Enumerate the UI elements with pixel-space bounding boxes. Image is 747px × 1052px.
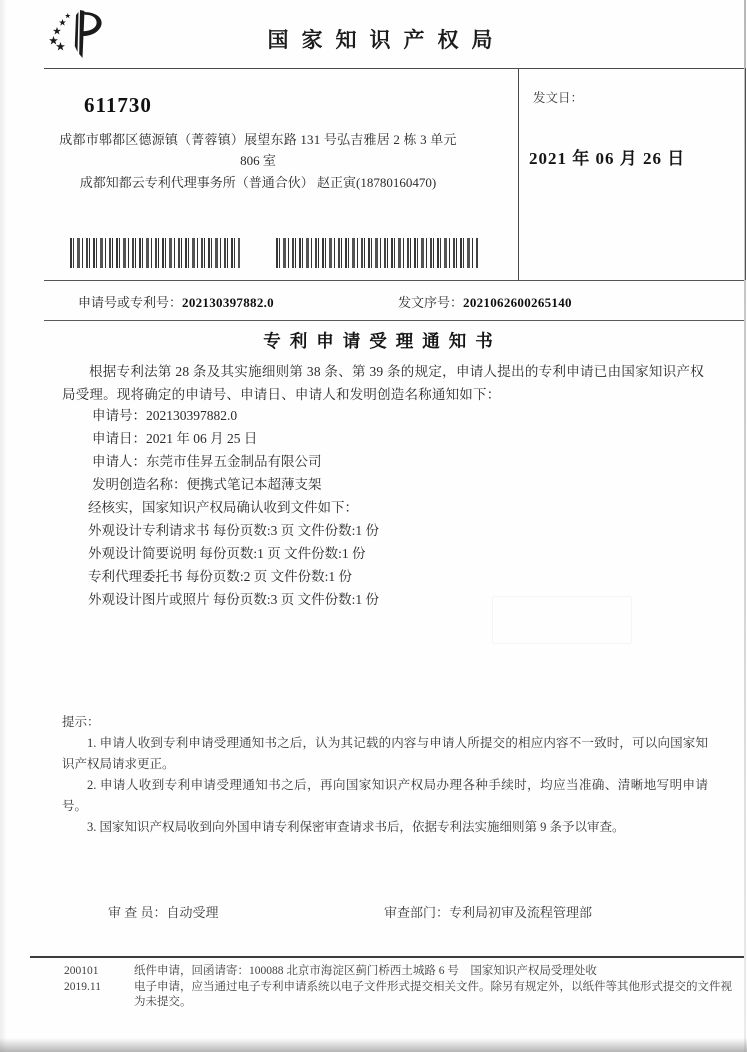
- mailing-address-line2: 806 室: [240, 153, 276, 168]
- received-intro: 经核实，国家知识产权局确认收到文件如下：: [88, 500, 358, 515]
- page-edge-right: [744, 0, 746, 1052]
- barcode-right: [276, 238, 479, 268]
- detail-application-number: 申请号：202130397882.0: [92, 408, 238, 423]
- detail-applicant: 申请人：东莞市佳昇五金制品有限公司: [92, 454, 322, 469]
- received-doc-item: 外观设计专利请求书 每份页数:3 页 文件份数:1 份: [88, 523, 380, 538]
- page-edge-left: [0, 0, 7, 1052]
- application-details: [92, 404, 322, 496]
- note-item: 2. 申请人收到专利申请受理通知书之后，再向国家知识产权局办理各种手续时，均应当准确、清晰地写明申请号。: [62, 778, 708, 813]
- scan-artifact: [492, 596, 632, 644]
- notes-section: [62, 712, 708, 838]
- application-number-row: [78, 292, 274, 311]
- footer-instructions: [134, 964, 742, 1011]
- body-paragraph: 根据专利法第 28 条及其实施细则第 38 条、第 39 条的规定，申请人提出的专利申请已由国家知识产权局受理。现将确定的申请号、申请日、申请人和发明创造名称通知如下：: [62, 364, 704, 402]
- examiner-label: 审 查 员：: [108, 905, 167, 920]
- note-item: 1. 申请人收到专利申请受理通知书之后，认为其记载的内容与申请人所提交的相应内容不一致时，可以向国家知识产权局请求更正。: [62, 736, 708, 771]
- barcode-left: [70, 238, 240, 268]
- notice-title: 专利申请受理通知书: [263, 331, 502, 351]
- serial-number-value: 2021062600265140: [463, 295, 572, 310]
- number-row-divider: [44, 320, 744, 321]
- footer-line-paper: 纸件申请，回函请寄：100088 北京市海淀区蓟门桥西土城路 6 号 国家知识产权局受理处收: [134, 965, 597, 977]
- mailing-address-line1: 成都市郫都区德源镇（菁蓉镇）展望东路 131 号弘吉雅居 2 栋 3 单元: [59, 132, 457, 147]
- received-doc-item: 外观设计图片或照片 每份页数:3 页 文件份数:1 份: [88, 592, 380, 607]
- received-documents: [88, 496, 379, 611]
- agency-title: 国家知识产权局: [267, 29, 506, 52]
- detail-application-date: 申请日：2021 年 06 月 25 日: [92, 431, 258, 446]
- department-value: 专利局初审及流程管理部: [449, 905, 593, 920]
- footer-form-code: 200101: [64, 965, 99, 977]
- issue-date-box: [518, 68, 746, 280]
- serial-number-label: 发文序号：: [398, 295, 464, 310]
- department-row: [384, 902, 592, 921]
- note-item: 3. 国家知识产权局收到向外国申请专利保密审查请求书后，依据专利法实施细则第 9 条予以审查。: [87, 820, 625, 834]
- serial-number-row: [398, 292, 572, 311]
- mailing-recipient: 成都知都云专利代理事务所（普通合伙） 赵正寅(18780160470): [79, 175, 437, 190]
- postal-code: 611730: [84, 93, 152, 117]
- received-doc-item: 外观设计简要说明 每份页数:1 页 文件份数:1 份: [88, 546, 366, 561]
- application-number-label: 申请号或专利号：: [78, 295, 183, 310]
- footer-form-code: 2019.11: [64, 980, 101, 993]
- footer-divider: [30, 956, 744, 958]
- page-edge-bottom: [0, 1038, 747, 1052]
- department-label: 审查部门：: [384, 905, 450, 920]
- footer-form-codes: [64, 964, 101, 995]
- received-doc-item: 专利代理委托书 每份页数:2 页 文件份数:1 份: [88, 569, 353, 584]
- examiner-row: [108, 902, 219, 921]
- issue-date-value: 2021 年 06 月 26 日: [529, 149, 686, 168]
- detail-invention-title: 发明创造名称：便携式笔记本超薄支架: [92, 477, 322, 492]
- application-number-value: 202130397882.0: [182, 295, 274, 310]
- barcode-divider: [44, 280, 744, 281]
- issue-date-label: 发文日：: [533, 91, 584, 105]
- notes-label: 提示：: [62, 715, 100, 729]
- examiner-value: 自动受理: [166, 905, 219, 920]
- footer-line-electronic: 电子申请，应当通过电子专利申请系统以电子文件形式提交相关文件。除另有规定外，以纸件等其他形式提交的文件视为未提交。: [134, 980, 732, 1008]
